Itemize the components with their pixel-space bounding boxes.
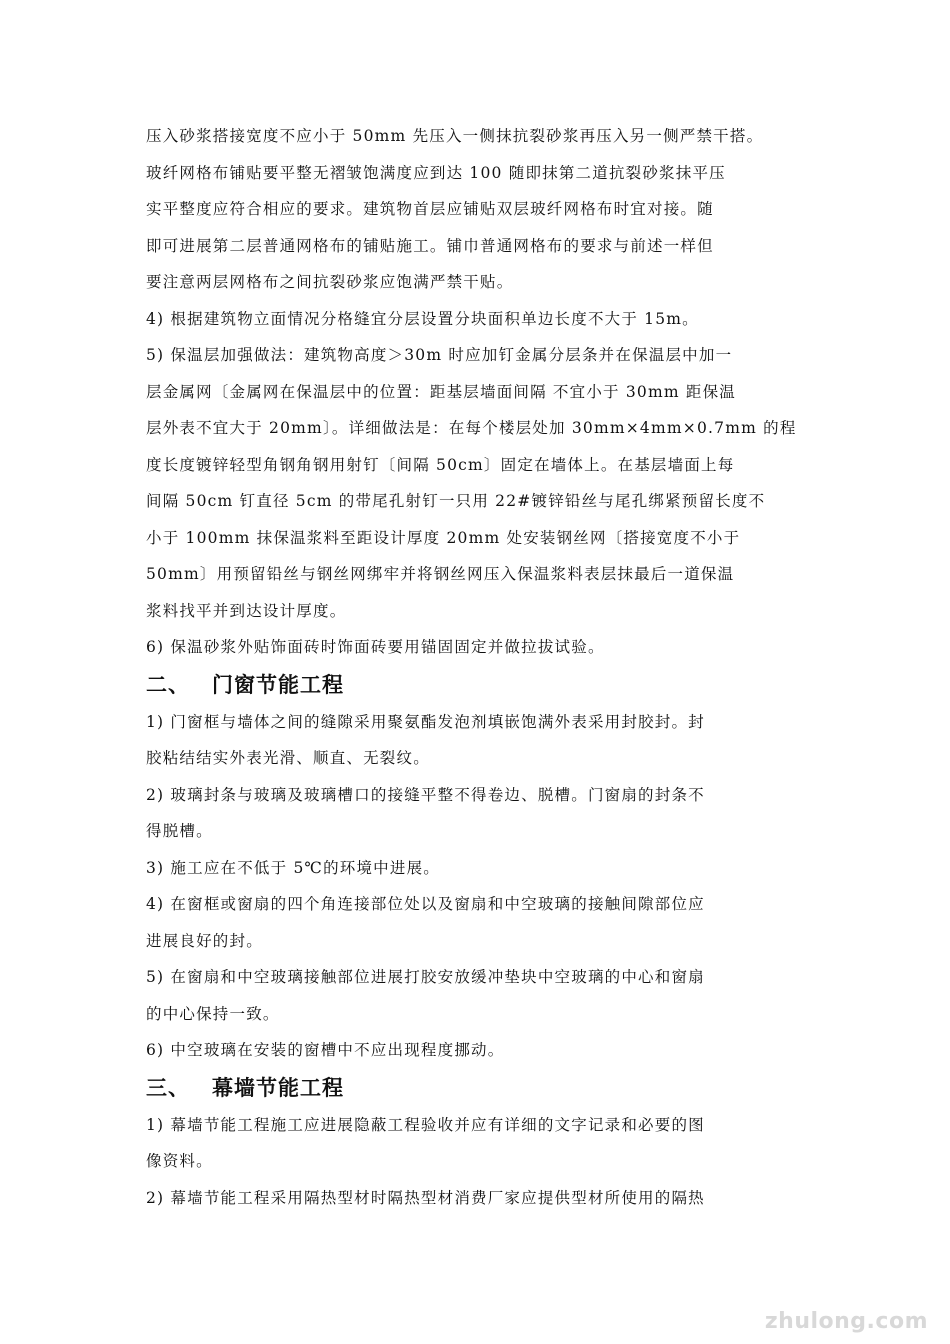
text-line: 进展良好的封。 bbox=[146, 931, 263, 950]
section-number: 二、 bbox=[146, 672, 190, 697]
list-item-1: 1) 门窗框与墙体之间的缝隙采用聚氨酯发泡剂填嵌饱满外表采用封胶封。封 bbox=[146, 712, 705, 731]
text-line: 间隔 50cm 钉直径 5cm 的带尾孔射钉一只用 22#镀锌铅丝与尾孔绑紧预留长度不 bbox=[146, 492, 766, 510]
section-number: 三、 bbox=[146, 1075, 190, 1100]
text-line: 层金属网〔金属网在保温层中的位置：距基层墙面间隔 不宜小于 30mm 距保温 bbox=[146, 382, 737, 401]
list-item-2: 2) 幕墙节能工程采用隔热型材时隔热型材消费厂家应提供型材所使用的隔热 bbox=[146, 1188, 705, 1207]
list-item-4: 4) 在窗框或窗扇的四个角连接部位处以及窗扇和中空玻璃的接触间隙部位应 bbox=[146, 895, 705, 913]
text-line: 要注意两层网格布之间抗裂砂浆应饱满严禁干贴。 bbox=[146, 273, 514, 291]
list-item-6: 6) 保温砂浆外贴饰面砖时饰面砖要用锚固固定并做拉拔试验。 bbox=[146, 638, 605, 656]
text-line: 50mm〕用预留铅丝与钢丝网绑牢并将钢丝网压入保温浆料表层抹最后一道保温 bbox=[146, 565, 735, 583]
text-line: 浆料找平并到达设计厚度。 bbox=[146, 601, 347, 620]
section-title: 幕墙节能工程 bbox=[212, 1075, 344, 1100]
text-line: 度长度镀锌轻型角钢角钢用射钉〔间隔 50cm〕固定在墙体上。在基层墙面上每 bbox=[146, 455, 735, 474]
list-item-3: 3) 施工应在不低于 5℃的环境中进展。 bbox=[146, 858, 440, 877]
list-item-6: 6) 中空玻璃在安装的窗槽中不应出现程度挪动。 bbox=[146, 1041, 505, 1059]
section-doors-windows-body bbox=[146, 704, 808, 1069]
watermark-logo: zhulong.com bbox=[764, 1309, 928, 1334]
paragraph-block-top bbox=[146, 118, 808, 666]
section-curtain-wall-body bbox=[146, 1107, 808, 1217]
section-heading-doors-windows bbox=[146, 666, 808, 704]
list-item-2: 2) 玻璃封条与玻璃及玻璃槽口的接缝平整不得卷边、脱槽。门窗扇的封条不 bbox=[146, 785, 705, 804]
text-line: 的中心保持一致。 bbox=[146, 1004, 280, 1023]
list-item-1: 1) 幕墙节能工程施工应进展隐蔽工程验收并应有详细的文字记录和必要的图 bbox=[146, 1115, 705, 1134]
list-item-4: 4) 根据建筑物立面情况分格缝宜分层设置分块面积单边长度不大于 15m。 bbox=[146, 309, 699, 328]
text-line: 层外表不宜大于 20mm〕。详细做法是：在每个楼层处加 30mm×4mm×0.7mm 的程 bbox=[146, 419, 797, 437]
text-line: 像资料。 bbox=[146, 1152, 213, 1170]
document-body bbox=[146, 118, 808, 1216]
list-item-5: 5) 在窗扇和中空玻璃接触部位进展打胶安放缓冲垫块中空玻璃的中心和窗扇 bbox=[146, 968, 705, 986]
text-line: 即可进展第二层普通网格布的铺贴施工。铺巾普通网格布的要求与前述一样但 bbox=[146, 236, 714, 255]
text-line: 胶粘结结实外表光滑、顺直、无裂纹。 bbox=[146, 749, 430, 767]
list-item-5: 5) 保温层加强做法：建筑物高度＞30m 时应加钉金属分层条并在保温层中加一 bbox=[146, 346, 733, 364]
text-line: 玻纤网格布铺贴要平整无褶皱饱满度应到达 100 随即抹第二道抗裂砂浆抹平压 bbox=[146, 163, 726, 182]
text-line: 压入砂浆搭接宽度不应小于 50mm 先压入一侧抹抗裂砂浆再压入另一侧严禁干搭。 bbox=[146, 127, 764, 145]
section-heading-curtain-wall bbox=[146, 1069, 808, 1107]
text-line: 小于 100mm 抹保温浆料至距设计厚度 20mm 处安装钢丝网〔搭接宽度不小于 bbox=[146, 528, 741, 547]
text-line: 得脱槽。 bbox=[146, 822, 213, 840]
section-title: 门窗节能工程 bbox=[212, 672, 344, 697]
text-line: 实平整度应符合相应的要求。建筑物首层应铺贴双层玻纤网格布时宜对接。随 bbox=[146, 200, 714, 218]
